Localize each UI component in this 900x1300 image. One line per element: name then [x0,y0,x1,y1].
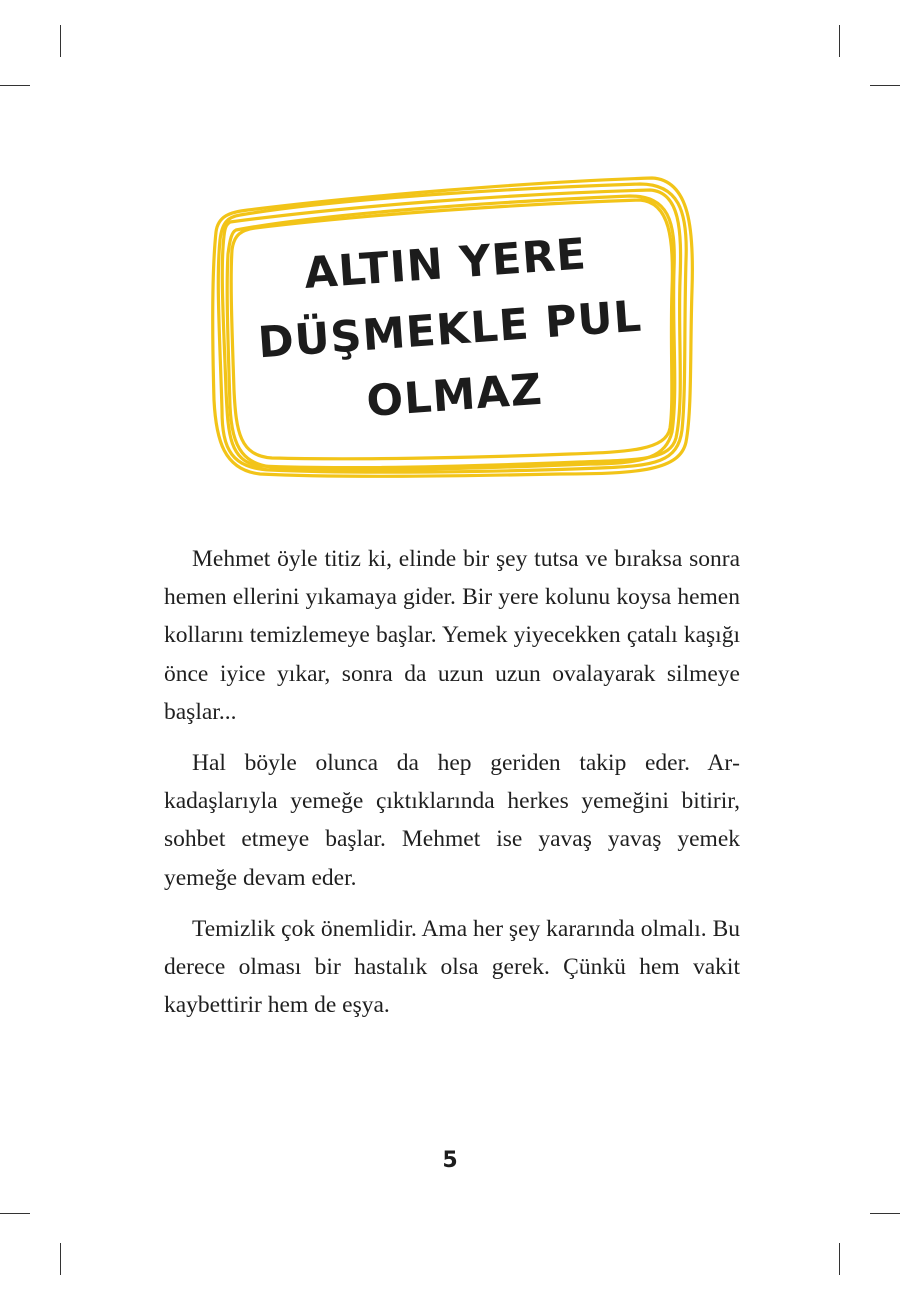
title-text [227,195,673,464]
paragraph-1: Mehmet öyle titiz ki, elinde bir şey tutsa ve bıraksa sonra hemen ellerini yıkamaya gider. Bir yere kolunu koysa hemen kollarını temizlemeye başlar. Yemek yiyecekken çatalı kaşığı önce iyice yıkar, sonra da uzun uzun ovalayarak silmeye başlar... [164,546,740,725]
title-line-3: OLMAZ [364,364,545,427]
crop-mark-top-left-horizontal [0,85,30,86]
crop-mark-top-right-horizontal [870,85,900,86]
title-line-1: ALTIN YERE [302,229,589,299]
page-number: 5 [442,1148,458,1173]
crop-mark-bottom-left-horizontal [0,1213,30,1214]
crop-mark-top-left-vertical [60,25,61,57]
paragraph-3: Temizlik çok önemlidir. Ama her şey kararında olmalı. Bu derece olması bir hastalık olsa gerek. Çünkü hem vakit kaybettirir hem de eşya. [164,915,740,1019]
title-box [200,170,700,485]
title-line-2: DÜŞMEKLE PUL [256,291,644,369]
crop-mark-bottom-right-horizontal [870,1213,900,1214]
paragraph-2: Hal böyle olunca da hep geriden takip eder. Arkadaşlarıyla yemeğe çıktıklarında herkes yemeğini bitirir, sohbet etmeye başlar. Mehmet ise yavaş yavaş yemek yemeğe devam eder. [164,750,740,891]
crop-mark-bottom-right-vertical [839,1243,840,1275]
crop-mark-top-right-vertical [839,25,840,57]
body-text [164,540,740,1037]
crop-mark-bottom-left-vertical [60,1243,61,1275]
